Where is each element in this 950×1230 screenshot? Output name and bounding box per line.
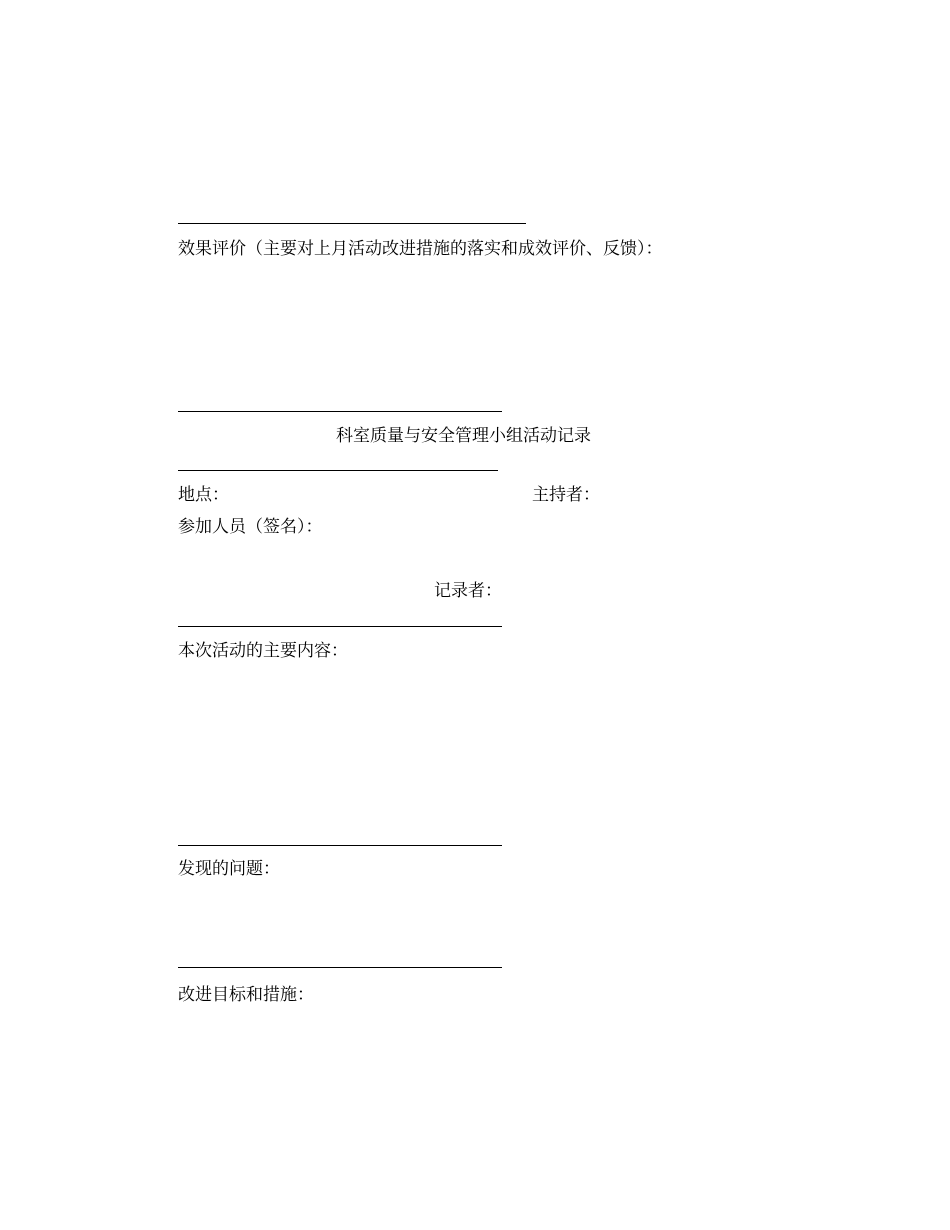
divider-line-1 (178, 223, 526, 224)
location-label: 地点： (178, 485, 229, 505)
host-label: 主持者： (532, 485, 600, 505)
record-title: 科室质量与安全管理小组活动记录 (336, 426, 591, 446)
recorder-label: 记录者： (434, 581, 502, 601)
effect-evaluation-label: 效果评价（主要对上月活动改进措施的落实和成效评价、反馈）： (178, 239, 663, 259)
participants-label: 参加人员（签名）： (178, 517, 323, 537)
divider-line-2 (178, 411, 502, 412)
divider-line-5 (178, 845, 502, 846)
problems-found-label: 发现的问题： (178, 859, 280, 879)
divider-line-4 (178, 626, 502, 627)
improvement-label: 改进目标和措施： (178, 985, 314, 1005)
divider-line-6 (178, 967, 502, 968)
main-content-label: 本次活动的主要内容： (178, 641, 348, 661)
divider-line-3 (178, 470, 498, 471)
